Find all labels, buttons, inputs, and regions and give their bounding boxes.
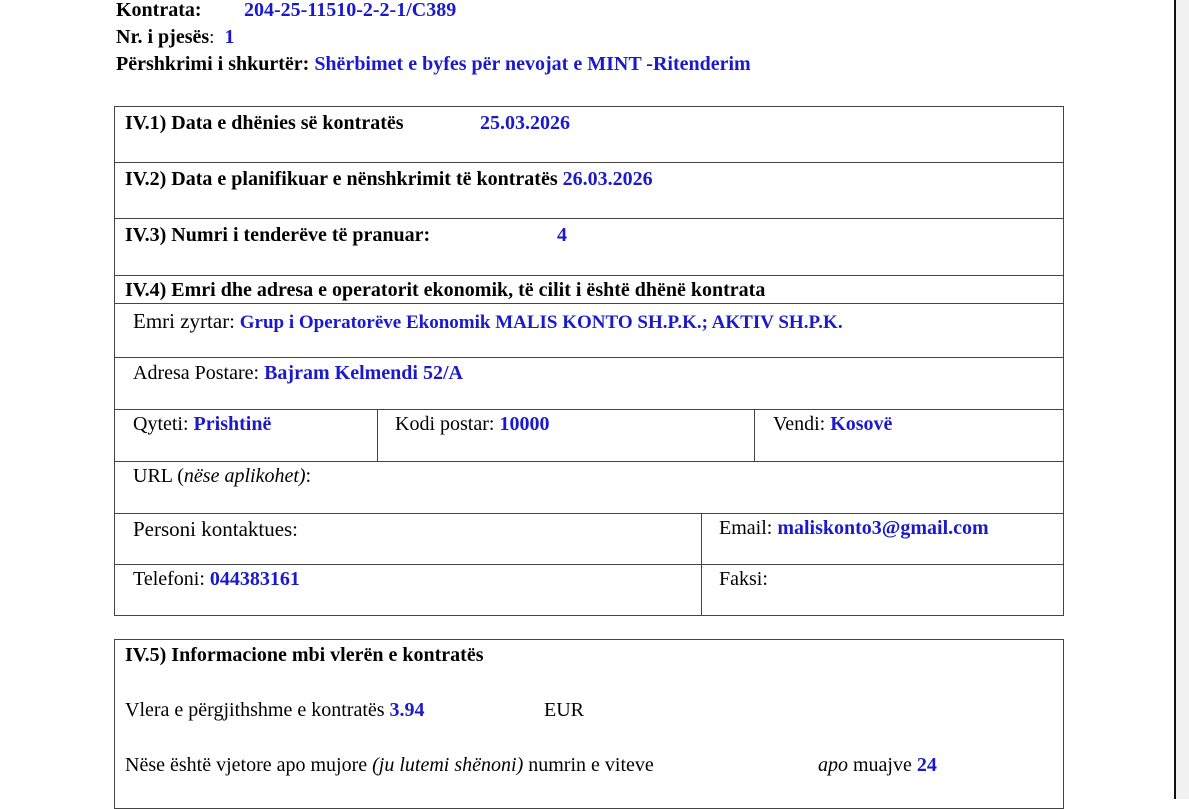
contact-cell (114, 513, 702, 565)
url-label-end: : (305, 465, 312, 487)
url-row (133, 465, 311, 488)
postal-code-row (395, 413, 549, 436)
official-name-row: Emri zyrtar: Grup i Operatorëve Ekonomik MALIS KONTO SH.P.K.; AKTIV SH.P.K. (133, 309, 843, 333)
url-label-italic: nëse aplikohet) (183, 465, 306, 487)
duration-months-label: muajve (853, 754, 912, 776)
award-date-cell (114, 106, 1064, 163)
signing-date-value: 26.03.2026 (562, 168, 653, 190)
postal-address-cell (114, 357, 1064, 410)
award-date-label: IV.1) Data e dhënies së kontratës (125, 112, 404, 134)
duration-months-value: 24 (916, 754, 937, 776)
country-row (773, 413, 892, 436)
page-shadow (1176, 0, 1189, 799)
contract-value-box (114, 639, 1064, 809)
operator-heading-cell (114, 275, 1064, 304)
tenders-cell (114, 218, 1064, 276)
total-value-row (125, 699, 425, 722)
duration-italic: (ju lutemi shënoni) (372, 754, 524, 776)
part-value: 1 (224, 26, 235, 48)
description-row (116, 53, 751, 76)
contract-label: Kontrata: (116, 0, 202, 21)
fax-label: Faksi: (719, 568, 768, 590)
duration-months-row (818, 754, 937, 777)
total-value: 3.94 (389, 699, 425, 721)
contact-label: Personi kontaktues (133, 517, 293, 541)
phone-row (133, 568, 300, 591)
operator-heading: IV.4) Emri dhe adresa e operatorit ekonomik, të cilit i është dhënë kontrata (125, 279, 766, 301)
city-label: Qyteti: (133, 413, 189, 435)
signing-date-row (125, 168, 653, 191)
fax-cell (701, 564, 1064, 616)
award-date-value: 25.03.2026 (480, 112, 570, 134)
country-value: Kosovë (830, 413, 893, 435)
postal-address-row: Adresa Postare: Bajram Kelmendi 52/A (133, 362, 463, 384)
email-row (719, 517, 989, 540)
email-label: Email: (719, 517, 773, 539)
city-row (133, 413, 271, 436)
signing-date-label: IV.2) Data e planifikuar e nënshkrimit të kontratës (125, 168, 558, 190)
city-value: Prishtinë (193, 413, 272, 435)
part-label: Nr. i pjesës (116, 26, 210, 48)
part-colon: : (209, 27, 215, 48)
part-row (116, 26, 234, 49)
signing-date-cell (114, 162, 1064, 219)
email-cell (701, 513, 1064, 565)
postal-address-value: Bajram Kelmendi 52/A (264, 362, 463, 384)
official-name-cell (114, 303, 1064, 358)
country-cell (754, 409, 1064, 462)
value-heading: IV.5) Informacione mbi vlerën e kontratës (125, 644, 484, 666)
postal-code-value: 10000 (499, 413, 550, 435)
phone-cell (114, 564, 702, 616)
currency: EUR (544, 699, 584, 721)
duration-prefix: Nëse është vjetore apo mujore (125, 754, 368, 776)
description-label: Përshkrimi i shkurtër: (116, 53, 310, 75)
contact-row: Personi kontaktues: (133, 517, 298, 541)
official-name-label: Emri zyrtar (133, 309, 230, 333)
contract-value: 204-25-11510-2-2-1/C389 (244, 0, 457, 21)
postal-code-cell (377, 409, 755, 462)
duration-or: apo (818, 754, 848, 776)
tenders-value: 4 (557, 224, 567, 246)
url-label: URL ( (133, 465, 184, 487)
postal-address-label: Adresa Postare (133, 362, 254, 384)
phone-label: Telefoni: (133, 568, 205, 590)
phone-value: 044383161 (209, 568, 300, 590)
postal-code-label: Kodi postar: (395, 413, 495, 435)
country-label: Vendi: (773, 413, 826, 435)
url-cell (114, 461, 1064, 514)
total-value-label: Vlera e përgjithshme e kontratës (125, 699, 385, 721)
description-value: Shërbimet e byfes për nevojat e MINT -Ritenderim (314, 53, 751, 75)
official-name-value: Grup i Operatorëve Ekonomik MALIS KONTO SH.P.K.; AKTIV SH.P.K. (239, 312, 843, 333)
email-value: maliskonto3@gmail.com (777, 517, 989, 539)
city-cell (114, 409, 378, 462)
duration-mid: numrin e viteve (528, 754, 654, 776)
tenders-label: IV.3) Numri i tenderëve të pranuar: (125, 224, 431, 246)
duration-row (125, 754, 654, 777)
